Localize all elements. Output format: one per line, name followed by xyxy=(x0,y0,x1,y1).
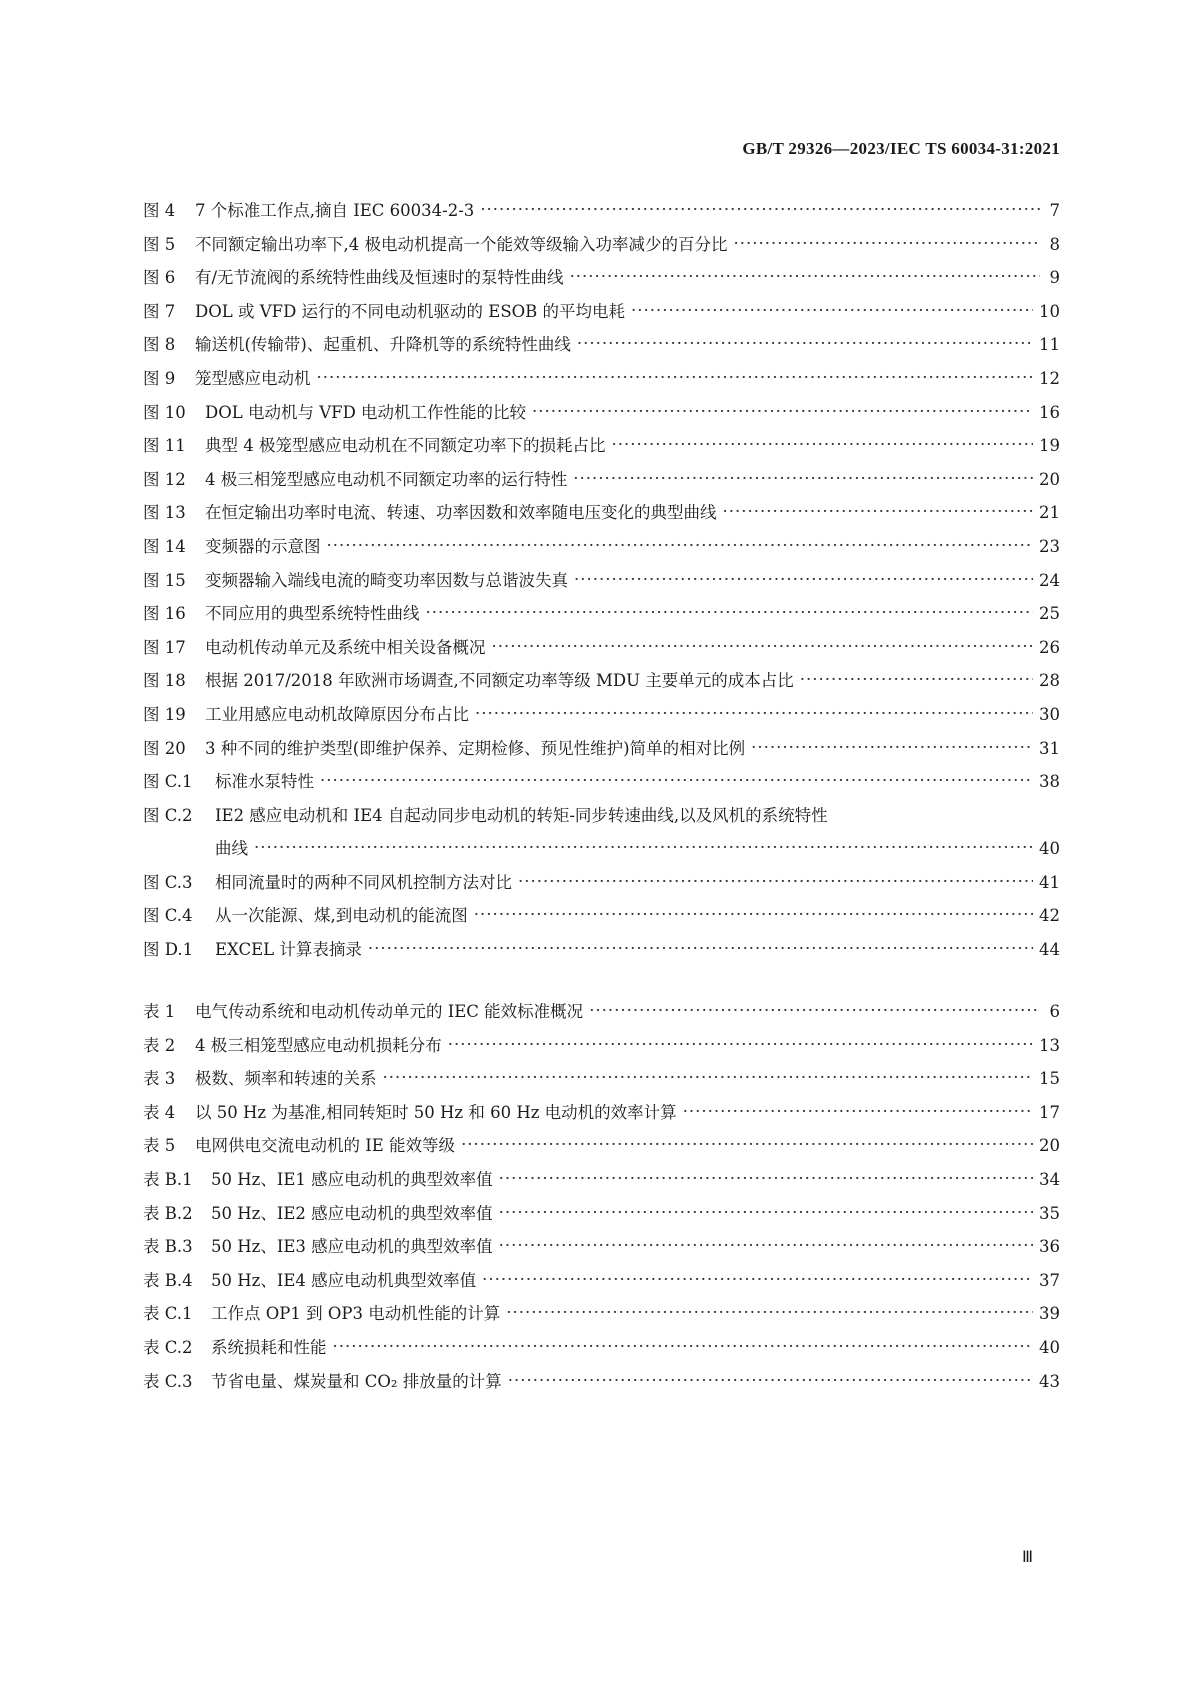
toc-entry-label: 表 3 xyxy=(143,1069,176,1089)
toc-entry-page: 30 xyxy=(1039,704,1060,724)
dot-leader xyxy=(327,529,1034,563)
dot-leader xyxy=(254,831,1033,865)
toc-entry-page: 7 xyxy=(1049,201,1060,220)
toc-entry-page: 25 xyxy=(1039,604,1060,624)
toc-entry[interactable] xyxy=(143,194,1060,228)
dot-leader xyxy=(570,260,1040,294)
toc-entry-label: 图 9 xyxy=(143,368,176,388)
toc-entry-label: 表 C.3 xyxy=(143,1371,193,1391)
toc-entry-label: 图 13 xyxy=(143,503,186,523)
toc-entry-title: 50 Hz、IE1 感应电动机的典型效率值 xyxy=(211,1169,493,1189)
table-list xyxy=(143,995,1060,1398)
toc-entry-title: 变频器输入端线电流的畸变功率因数与总谐波失真 xyxy=(205,570,568,590)
dot-leader xyxy=(368,932,1033,966)
toc-entry-label: 图 20 xyxy=(143,738,186,758)
standard-header: GB/T 29326—2023/IEC TS 60034-31:2021 xyxy=(742,139,1060,158)
toc-entry-page: 43 xyxy=(1039,1371,1060,1391)
toc-entry[interactable] xyxy=(143,228,1060,262)
toc-entry[interactable] xyxy=(143,866,1060,900)
toc-entry-label: 图 C.4 xyxy=(143,906,193,926)
toc-entry-page: 38 xyxy=(1039,772,1060,792)
toc-entry[interactable] xyxy=(143,396,1060,430)
toc-entry-title: DOL 电动机与 VFD 电动机工作性能的比较 xyxy=(205,402,527,422)
toc-entry[interactable] xyxy=(143,631,1060,665)
toc-entry-label: 图 11 xyxy=(143,436,186,456)
toc-entry[interactable] xyxy=(143,261,1060,295)
toc-entry-title: 典型 4 极笼型感应电动机在不同额定功率下的损耗占比 xyxy=(205,436,606,456)
toc-entry-title: 50 Hz、IE4 感应电动机典型效率值 xyxy=(211,1270,477,1290)
toc-entry-page: 41 xyxy=(1039,872,1060,892)
toc-entry-title: 不同额定输出功率下,4 极电动机提高一个能效等级输入功率减少的百分比 xyxy=(195,234,728,254)
toc-entry-title: 工作点 OP1 到 OP3 电动机性能的计算 xyxy=(211,1304,501,1324)
toc-entry-label: 表 C.2 xyxy=(143,1337,193,1357)
toc-entry[interactable] xyxy=(143,597,1060,631)
dot-leader xyxy=(474,898,1033,932)
toc-entry-label: 图 4 xyxy=(143,201,176,220)
toc-entry-title: 系统损耗和性能 xyxy=(211,1337,327,1357)
dot-leader xyxy=(448,1028,1033,1062)
toc-entry-page: 20 xyxy=(1039,1136,1060,1156)
toc-entry-title: 不同应用的典型系统特性曲线 xyxy=(205,604,420,624)
toc-entry-page: 31 xyxy=(1039,738,1060,758)
dot-leader xyxy=(612,428,1034,462)
dot-leader xyxy=(800,663,1033,697)
toc-entry-page: 28 xyxy=(1039,671,1060,691)
dot-leader xyxy=(426,596,1034,630)
toc-entry[interactable] xyxy=(143,463,1060,497)
toc-entry-label: 图 C.2 xyxy=(143,805,193,825)
toc-entry[interactable] xyxy=(143,1129,1060,1163)
dot-leader xyxy=(573,462,1033,496)
dot-leader xyxy=(480,193,1040,227)
toc-entry-page: 17 xyxy=(1039,1102,1060,1122)
toc-entry-label: 表 C.1 xyxy=(143,1304,193,1324)
dot-leader xyxy=(506,1296,1033,1330)
toc-entry-label: 图 C.3 xyxy=(143,872,193,892)
toc-entry[interactable] xyxy=(143,1365,1060,1399)
toc-entry-continuation[interactable] xyxy=(143,832,1060,866)
dot-leader xyxy=(577,327,1033,361)
toc-entry-title-continued: 曲线 xyxy=(215,839,248,859)
toc-entry-page: 40 xyxy=(1039,1337,1060,1357)
toc-entry-page: 19 xyxy=(1039,436,1060,456)
toc-entry-page: 13 xyxy=(1039,1035,1060,1055)
toc-entry-label: 表 2 xyxy=(143,1035,176,1055)
toc-entry-title: 从一次能源、煤,到电动机的能流图 xyxy=(215,906,468,926)
dot-leader xyxy=(320,764,1033,798)
toc-entry-title: 以 50 Hz 为基准,相同转矩时 50 Hz 和 60 Hz 电动机的效率计算 xyxy=(195,1102,677,1122)
toc-entry-page: 21 xyxy=(1039,503,1060,523)
toc-entry-title: 有/无节流阀的系统特性曲线及恒速时的泵特性曲线 xyxy=(195,268,564,288)
toc-entry[interactable] xyxy=(143,698,1060,732)
toc-entry-label: 表 5 xyxy=(143,1136,176,1156)
toc-entry-page: 12 xyxy=(1039,368,1060,388)
toc-entry[interactable] xyxy=(143,1062,1060,1096)
toc-entry-title: 相同流量时的两种不同风机控制方法对比 xyxy=(215,872,512,892)
toc-entry[interactable] xyxy=(143,799,1060,833)
dot-leader xyxy=(723,495,1034,529)
dot-leader xyxy=(383,1061,1034,1095)
toc-entry-title: DOL 或 VFD 运行的不同电动机驱动的 ESOB 的平均电耗 xyxy=(195,301,626,321)
toc-entry-title: 标准水泵特性 xyxy=(215,772,314,792)
toc-entry-page: 35 xyxy=(1039,1203,1060,1223)
toc-entry-title: 50 Hz、IE3 感应电动机的典型效率值 xyxy=(211,1237,493,1257)
dot-leader xyxy=(589,994,1040,1028)
toc-entry-label: 表 B.3 xyxy=(143,1237,193,1257)
dot-leader xyxy=(492,630,1034,664)
toc-entry-title: 4 极三相笼型感应电动机不同额定功率的运行特性 xyxy=(205,469,568,489)
toc-entry[interactable] xyxy=(143,1163,1060,1197)
toc-entry-label: 图 7 xyxy=(143,301,176,321)
toc-entry[interactable] xyxy=(143,496,1060,530)
toc-entry-label: 表 4 xyxy=(143,1102,176,1122)
dot-leader xyxy=(532,395,1033,429)
toc-entry[interactable] xyxy=(143,765,1060,799)
toc-entry-page: 8 xyxy=(1049,234,1060,254)
toc-entry-page: 39 xyxy=(1039,1304,1060,1324)
toc-entry-page: 44 xyxy=(1039,940,1060,960)
toc-entry-label: 图 10 xyxy=(143,402,186,422)
toc-entry-label: 图 5 xyxy=(143,234,176,254)
dot-leader xyxy=(751,731,1033,765)
toc-entry[interactable] xyxy=(143,664,1060,698)
toc-entry-title: 节省电量、煤炭量和 CO₂ 排放量的计算 xyxy=(211,1371,502,1391)
toc-entry[interactable] xyxy=(143,1197,1060,1231)
toc-entry[interactable] xyxy=(143,1331,1060,1365)
toc-entry-title: EXCEL 计算表摘录 xyxy=(215,940,362,960)
toc-entry-label: 图 17 xyxy=(143,637,186,657)
toc-entry[interactable] xyxy=(143,429,1060,463)
toc-entry-title: 4 极三相笼型感应电动机损耗分布 xyxy=(195,1035,442,1055)
dot-leader xyxy=(333,1330,1034,1364)
toc-entry[interactable] xyxy=(143,1029,1060,1063)
toc-entry-label: 表 B.2 xyxy=(143,1203,193,1223)
toc-entry-page: 37 xyxy=(1039,1270,1060,1290)
toc-entry-page: 34 xyxy=(1039,1169,1060,1189)
toc-entry[interactable] xyxy=(143,362,1060,396)
toc-entry-label: 图 12 xyxy=(143,469,186,489)
toc-entry-label: 图 C.1 xyxy=(143,772,193,792)
dot-leader xyxy=(631,294,1033,328)
toc-entry-label: 图 8 xyxy=(143,335,176,355)
toc-entry-label: 表 B.1 xyxy=(143,1169,193,1189)
dot-leader xyxy=(518,865,1033,899)
dot-leader xyxy=(734,227,1041,261)
toc-entry-page: 10 xyxy=(1039,301,1060,321)
toc-entry-label: 图 16 xyxy=(143,604,186,624)
toc-entry[interactable] xyxy=(143,1297,1060,1331)
toc-entry-title: 根据 2017/2018 年欧洲市场调查,不同额定功率等级 MDU 主要单元的成本占比 xyxy=(205,671,794,691)
dot-leader xyxy=(508,1364,1033,1398)
toc-entry-title: 50 Hz、IE2 感应电动机的典型效率值 xyxy=(211,1203,493,1223)
toc-entry-page: 11 xyxy=(1039,335,1060,355)
toc-entry-page: 40 xyxy=(1039,839,1060,859)
toc-entry-title: 7 个标准工作点,摘自 IEC 60034-2-3 xyxy=(195,201,475,220)
toc-entry-label: 表 1 xyxy=(143,1002,176,1021)
toc-entry-page: 23 xyxy=(1039,536,1060,556)
toc-entry-page: 20 xyxy=(1039,469,1060,489)
toc-entry[interactable] xyxy=(143,328,1060,362)
toc-entry-page: 36 xyxy=(1039,1237,1060,1257)
dot-leader xyxy=(317,361,1034,395)
toc-entry[interactable] xyxy=(143,995,1060,1029)
toc-entry[interactable] xyxy=(143,899,1060,933)
toc-entry-title: 工业用感应电动机故障原因分布占比 xyxy=(205,704,469,724)
toc-entry-title: 极数、频率和转速的关系 xyxy=(195,1069,377,1089)
toc-entry-page: 16 xyxy=(1039,402,1060,422)
toc-entry-title: 3 种不同的维护类型(即维护保养、定期检修、预见性维护)简单的相对比例 xyxy=(205,738,746,758)
toc-entry-label: 图 19 xyxy=(143,704,186,724)
toc-entry[interactable] xyxy=(143,933,1060,967)
toc-entry-label: 图 18 xyxy=(143,671,186,691)
toc-entry[interactable] xyxy=(143,295,1060,329)
toc-entry-label: 图 D.1 xyxy=(143,940,194,960)
dot-leader xyxy=(499,1162,1033,1196)
toc-entry-label: 图 6 xyxy=(143,268,176,288)
toc-entry[interactable] xyxy=(143,732,1060,766)
dot-leader xyxy=(499,1196,1033,1230)
dot-leader xyxy=(482,1263,1033,1297)
toc-entry-title: 在恒定输出功率时电流、转速、功率因数和效率随电压变化的典型曲线 xyxy=(205,503,717,523)
toc-entry-page: 26 xyxy=(1039,637,1060,657)
dot-leader xyxy=(683,1095,1033,1129)
toc-entry-page: 24 xyxy=(1039,570,1060,590)
toc-entry-title: 电动机传动单元及系统中相关设备概况 xyxy=(205,637,486,657)
page-number: Ⅲ xyxy=(1021,1549,1033,1566)
toc-entry[interactable] xyxy=(143,1264,1060,1298)
toc-entry-page: 9 xyxy=(1049,268,1060,288)
toc-entry-label: 表 B.4 xyxy=(143,1270,193,1290)
toc-entry[interactable] xyxy=(143,1096,1060,1130)
dot-leader xyxy=(461,1128,1033,1162)
toc-entry[interactable] xyxy=(143,1230,1060,1264)
figure-list xyxy=(143,194,1060,967)
toc-entry-page: 6 xyxy=(1049,1002,1060,1021)
toc-entry-page: 42 xyxy=(1039,906,1060,926)
toc-entry-title: 变频器的示意图 xyxy=(205,536,321,556)
toc-entry-label: 图 15 xyxy=(143,570,186,590)
toc-entry-title: 电网供电交流电动机的 IE 能效等级 xyxy=(195,1136,456,1156)
toc-entry-title: 输送机(传输带)、起重机、升降机等的系统特性曲线 xyxy=(195,335,571,355)
toc-entry[interactable] xyxy=(143,530,1060,564)
dot-leader xyxy=(475,697,1033,731)
toc-entry-title: IE2 感应电动机和 IE4 自起动同步电动机的转矩-同步转速曲线,以及风机的系统特性 xyxy=(215,805,828,825)
toc-entry[interactable] xyxy=(143,564,1060,598)
toc-entry-title: 电气传动系统和电动机传动单元的 IEC 能效标准概况 xyxy=(195,1002,584,1021)
dot-leader xyxy=(499,1229,1033,1263)
toc-entry-title: 笼型感应电动机 xyxy=(195,368,311,388)
toc-entry-page: 15 xyxy=(1039,1069,1060,1089)
dot-leader xyxy=(574,563,1033,597)
toc-entry-label: 图 14 xyxy=(143,536,186,556)
